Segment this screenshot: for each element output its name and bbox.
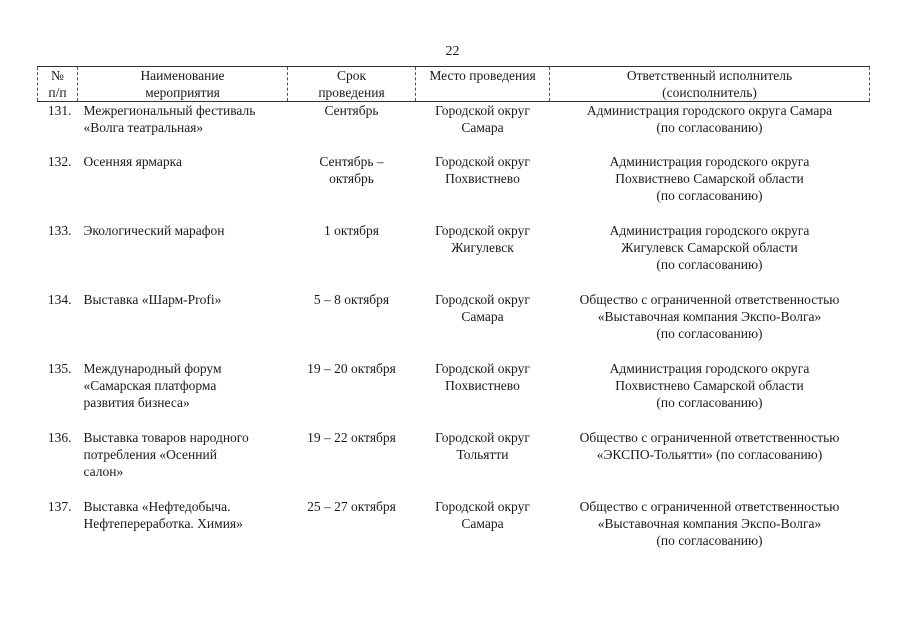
- event-date: [288, 222, 416, 291]
- event-responsible: [550, 153, 870, 222]
- header-name-line: Наименование: [140, 68, 225, 83]
- event-responsible: [550, 291, 870, 360]
- event-place-line: Самара: [461, 516, 504, 531]
- event-place-line: Самара: [461, 120, 504, 135]
- event-place: [416, 429, 550, 498]
- header-resp-line: (соисполнитель): [662, 85, 757, 100]
- event-name-line: Межрегиональный фестиваль: [83, 103, 256, 118]
- event-place-line: Городской округ: [435, 430, 530, 445]
- event-resp-line: Администрация городского округа: [609, 154, 810, 169]
- event-place-line: Похвистнево: [445, 171, 520, 186]
- event-resp-line: (по согласованию): [656, 326, 763, 341]
- header-date: [288, 67, 416, 102]
- event-date-line: 19 – 20 октября: [307, 361, 396, 376]
- event-resp-line: (по согласованию): [656, 257, 763, 272]
- event-name: [78, 360, 288, 429]
- table-row: [38, 102, 870, 154]
- table-row: [38, 429, 870, 498]
- table-row: [38, 291, 870, 360]
- event-date: [288, 360, 416, 429]
- header-num-line: №: [51, 68, 64, 83]
- table-row: [38, 153, 870, 222]
- header-date-line: проведения: [318, 85, 385, 100]
- event-date-line: 25 – 27 октября: [307, 499, 396, 514]
- header-name-line: мероприятия: [145, 85, 220, 100]
- event-date: [288, 498, 416, 549]
- event-resp-line: (по согласованию): [656, 395, 763, 410]
- event-resp-line: Похвистнево Самарской области: [615, 171, 804, 186]
- event-name-line: Выставка «Шарм-Profi»: [83, 292, 222, 307]
- event-responsible: [550, 498, 870, 549]
- event-place-line: Тольятти: [456, 447, 509, 462]
- event-responsible: [550, 360, 870, 429]
- event-place: [416, 222, 550, 291]
- event-date-line: Сентябрь –: [319, 154, 384, 169]
- event-date-line: 1 октября: [323, 223, 379, 238]
- event-name: [78, 222, 288, 291]
- event-resp-line: Общество с ограниченной ответственностью: [579, 292, 840, 307]
- header-place: [416, 67, 550, 102]
- table-row: [38, 222, 870, 291]
- event-date-line: Сентябрь: [324, 103, 379, 118]
- event-date-line: 5 – 8 октября: [313, 292, 390, 307]
- table-header: [38, 67, 870, 102]
- event-resp-line: (по согласованию): [656, 188, 763, 203]
- row-number: 135.: [47, 361, 72, 376]
- event-name-line: Международный форум: [83, 361, 222, 376]
- event-name: [78, 429, 288, 498]
- event-responsible: [550, 429, 870, 498]
- event-name-line: Выставка «Нефтедобыча.: [83, 499, 231, 514]
- event-resp-line: (по согласованию): [656, 533, 763, 548]
- event-name-line: салон»: [83, 464, 124, 479]
- row-number: 134.: [47, 292, 72, 307]
- event-place: [416, 153, 550, 222]
- event-place-line: Городской округ: [435, 292, 530, 307]
- event-resp-line: «Выставочная компания Экспо-Волга»: [597, 309, 822, 324]
- table-row: [38, 360, 870, 429]
- event-resp-line: Администрация городского округа Самара: [586, 103, 833, 118]
- event-name: [78, 291, 288, 360]
- header-num-line: п/п: [48, 85, 67, 100]
- event-name-line: Нефтепереработка. Химия»: [83, 516, 243, 531]
- event-name-line: Экологический марафон: [83, 223, 225, 238]
- event-responsible: [550, 102, 870, 154]
- event-resp-line: Администрация городского округа: [609, 361, 810, 376]
- header-date-line: Срок: [336, 68, 367, 83]
- event-resp-line: «ЭКСПО-Тольятти» (по согласованию): [596, 447, 823, 462]
- event-place-line: Городской округ: [435, 154, 530, 169]
- event-place: [416, 102, 550, 154]
- row-number: 132.: [47, 154, 72, 169]
- event-name-line: Выставка товаров народного: [83, 430, 249, 445]
- event-name: [78, 498, 288, 549]
- header-row: [38, 67, 870, 102]
- event-name-line: «Волга театральная»: [83, 120, 204, 135]
- row-number: 137.: [47, 499, 72, 514]
- event-date-line: 19 – 22 октября: [307, 430, 396, 445]
- event-date: [288, 102, 416, 154]
- event-place-line: Жигулевск: [451, 240, 514, 255]
- event-place-line: Городской округ: [435, 361, 530, 376]
- event-place-line: Похвистнево: [445, 378, 520, 393]
- event-resp-line: Администрация городского округа: [609, 223, 810, 238]
- event-name-line: Осенняя ярмарка: [83, 154, 182, 169]
- event-resp-line: «Выставочная компания Экспо-Волга»: [597, 516, 822, 531]
- event-place-line: Городской округ: [435, 223, 530, 238]
- header-num: [38, 67, 78, 102]
- event-resp-line: Общество с ограниченной ответственностью: [579, 430, 840, 445]
- event-resp-line: Похвистнево Самарской области: [615, 378, 804, 393]
- event-date: [288, 291, 416, 360]
- row-number: 133.: [47, 223, 72, 238]
- event-place-line: Городской округ: [435, 499, 530, 514]
- event-date: [288, 429, 416, 498]
- event-resp-line: Общество с ограниченной ответственностью: [579, 499, 840, 514]
- row-number: 136.: [47, 430, 72, 445]
- event-place-line: Городской округ: [435, 103, 530, 118]
- header-resp-line: Ответственный исполнитель: [626, 68, 793, 83]
- page-number: 22: [445, 44, 460, 59]
- event-place: [416, 498, 550, 549]
- event-resp-line: (по согласованию): [656, 120, 763, 135]
- event-date-line: октябрь: [329, 171, 374, 186]
- event-name: [78, 153, 288, 222]
- header-responsible: [550, 67, 870, 102]
- event-place: [416, 291, 550, 360]
- event-place: [416, 360, 550, 429]
- event-place-line: Самара: [461, 309, 504, 324]
- events-table: [37, 66, 870, 549]
- event-resp-line: Жигулевск Самарской области: [621, 240, 798, 255]
- event-date: [288, 153, 416, 222]
- event-name-line: «Самарская платформа: [83, 378, 217, 393]
- event-name-line: развития бизнеса»: [83, 395, 190, 410]
- event-name-line: потребления «Осенний: [83, 447, 217, 462]
- header-name: [78, 67, 288, 102]
- table-row: [38, 498, 870, 549]
- event-name: [78, 102, 288, 154]
- table-body: [38, 102, 870, 550]
- row-number: 131.: [47, 103, 72, 118]
- header-place-line: Место проведения: [429, 68, 536, 83]
- event-responsible: [550, 222, 870, 291]
